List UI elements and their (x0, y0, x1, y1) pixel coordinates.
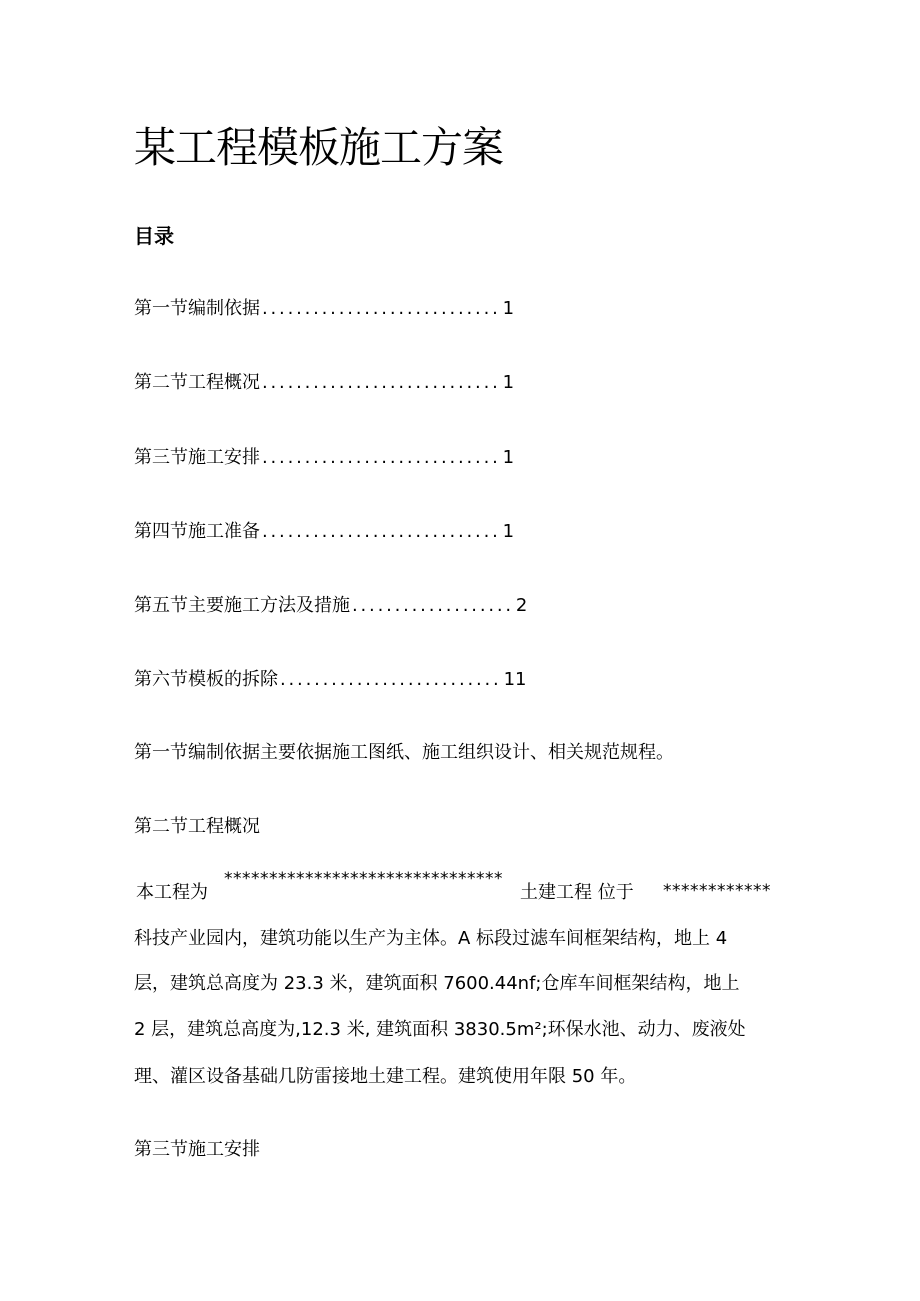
toc-entry-label: 第四节施工准备 (134, 521, 260, 542)
toc-entry-label: 第一节编制依据 (134, 298, 260, 319)
section-1-paragraph: 第一节编制依据主要依据施工图纸、施工组织设计、相关规范规程。 (134, 742, 674, 763)
toc-page-number: 1 (502, 372, 515, 393)
section-3-heading: 第三节施工安排 (134, 1139, 260, 1160)
toc-dot-leader: ............................ (262, 298, 501, 319)
toc-dot-leader: ............................ (262, 447, 501, 468)
section-2-heading: 第二节工程概况 (134, 816, 260, 837)
overview-line-2: 科技产业园内，建筑功能以生产为主体。A 标段过滤车间框架结构，地上 4 (134, 928, 728, 949)
toc-heading: 目录 (134, 224, 174, 248)
toc-entry-2[interactable] (134, 368, 514, 398)
toc-dot-leader: ............................ (262, 521, 501, 542)
toc-entry-label: 第五节主要施工方法及措施 (134, 595, 350, 616)
toc-page-number: 1 (502, 521, 515, 542)
toc-entry-1[interactable] (134, 294, 514, 324)
toc-entry-label: 第三节施工安排 (134, 447, 260, 468)
toc-entry-6[interactable] (134, 665, 526, 695)
redacted-project-name: ******************************* (224, 869, 503, 889)
overview-line-3: 层，建筑总高度为 23.3 米，建筑面积 7600.44nf;仓库车间框架结构，地上 (134, 973, 740, 994)
overview-prefix: 本工程为 (136, 882, 208, 903)
toc-entry-4[interactable] (134, 517, 514, 547)
overview-line-5: 理、灌区设备基础几防雷接地土建工程。建筑使用年限 50 年。 (134, 1066, 637, 1087)
document-title: 某工程模板施工方案 (134, 123, 504, 172)
toc-page-number: 11 (503, 669, 527, 690)
toc-dot-leader: ................... (352, 595, 514, 616)
toc-entry-label: 第二节工程概况 (134, 372, 260, 393)
toc-entry-3[interactable] (134, 443, 514, 473)
toc-entry-label: 第六节模板的拆除 (134, 669, 278, 690)
toc-page-number: 1 (502, 447, 515, 468)
toc-dot-leader: .......................... (280, 669, 502, 690)
toc-page-number: 2 (515, 595, 528, 616)
toc-page-number: 1 (502, 298, 515, 319)
overview-line-4: 2 层，建筑总高度为,12.3 米, 建筑面积 3830.5m²;环保水池、动力、废液处 (134, 1019, 746, 1040)
toc-entry-5[interactable] (134, 591, 527, 621)
overview-middle: 土建工程 位于 (520, 882, 634, 903)
redacted-location: ************ (663, 881, 771, 901)
toc-dot-leader: ............................ (262, 372, 501, 393)
